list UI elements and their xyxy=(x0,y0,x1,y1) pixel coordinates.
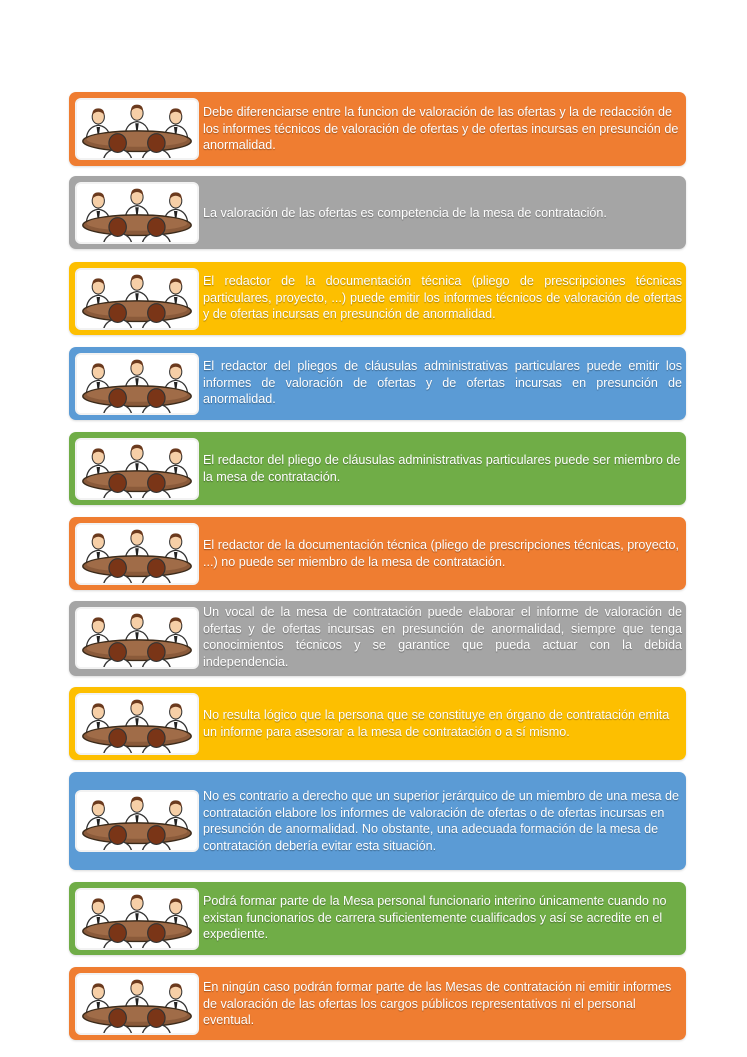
meeting-table-people-icon xyxy=(75,790,199,852)
meeting-table-people-icon xyxy=(75,182,199,244)
statement-card-1 xyxy=(69,92,686,166)
statement-text: Debe diferenciarse entre la funcion de valoración de las ofertas y la de redacción de los informes técnicos de valoración de ofertas y de ofertas incursas en presunción de anormalidad. xyxy=(203,105,679,153)
statement-card-8 xyxy=(69,687,686,760)
statement-text: Podrá formar parte de la Mesa personal funcionario interino únicamente cuando no existan funcionarios de carrera suficientemente cualificados y así se acredite en el expediente. xyxy=(203,894,667,942)
statement-text: En ningún caso podrán formar parte de las Mesas de contratación ni emitir informes de valoración de las ofertas los cargos públicos representativos ni el personal eventual. xyxy=(203,980,672,1028)
statement-card-5 xyxy=(69,432,686,505)
meeting-table-people-icon xyxy=(75,438,199,500)
statement-card-2 xyxy=(69,176,686,249)
statement-text: El redactor del pliego de cláusulas administrativas particulares puede ser miembro de la mesa de contratación. xyxy=(203,453,681,484)
meeting-table-people-icon xyxy=(75,973,199,1035)
statement-text: El redactor de la documentación técnica (pliego de prescripciones técnicas particulares, proyecto, ...) puede emitir los informes técnicos de valoración de ofertas y de ofertas incursas en presunción de anormalidad. xyxy=(203,274,682,322)
statement-card-9 xyxy=(69,772,686,870)
meeting-table-people-icon xyxy=(75,888,199,950)
meeting-table-people-icon xyxy=(75,98,199,160)
statement-text: El redactor del pliegos de cláusulas administrativas particulares puede emitir los informes de valoración de ofertas y de ofertas incursas en presunción de anormalidad. xyxy=(203,359,682,407)
statement-card-10 xyxy=(69,882,686,955)
statement-card-3 xyxy=(69,262,686,335)
statement-card-6 xyxy=(69,517,686,590)
statement-text: No resulta lógico que la persona que se constituye en órgano de contratación emita un informe para asesorar a la mesa de contratación o a sí mismo. xyxy=(203,708,670,739)
statement-text: Un vocal de la mesa de contratación puede elaborar el informe de valoración de ofertas y de ofertas incursas en presunción de anormalidad, siempre que tenga conocimientos técnicos y se garantice que pueda actuar con la debida independencia. xyxy=(203,605,682,669)
statement-card-11 xyxy=(69,967,686,1040)
meeting-table-people-icon xyxy=(75,268,199,330)
statement-text: No es contrario a derecho que un superior jerárquico de un miembro de una mesa de contratación elabore los informes de valoración de ofertas o de ofertas incursas en presunción de anormalidad. No obstante, una adecuada formación de la mesa de contratación debería evitar esta situación. xyxy=(203,789,680,853)
statement-text: La valoración de las ofertas es competencia de la mesa de contratación. xyxy=(203,206,607,220)
meeting-table-people-icon xyxy=(75,353,199,415)
meeting-table-people-icon xyxy=(75,607,199,669)
statement-text: El redactor de la documentación técnica (pliego de prescripciones técnicas, proyecto, ...) no puede ser miembro de la mesa de contratación. xyxy=(203,538,680,569)
meeting-table-people-icon xyxy=(75,523,199,585)
meeting-table-people-icon xyxy=(75,693,199,755)
statement-card-4 xyxy=(69,347,686,420)
statement-card-7 xyxy=(69,601,686,676)
